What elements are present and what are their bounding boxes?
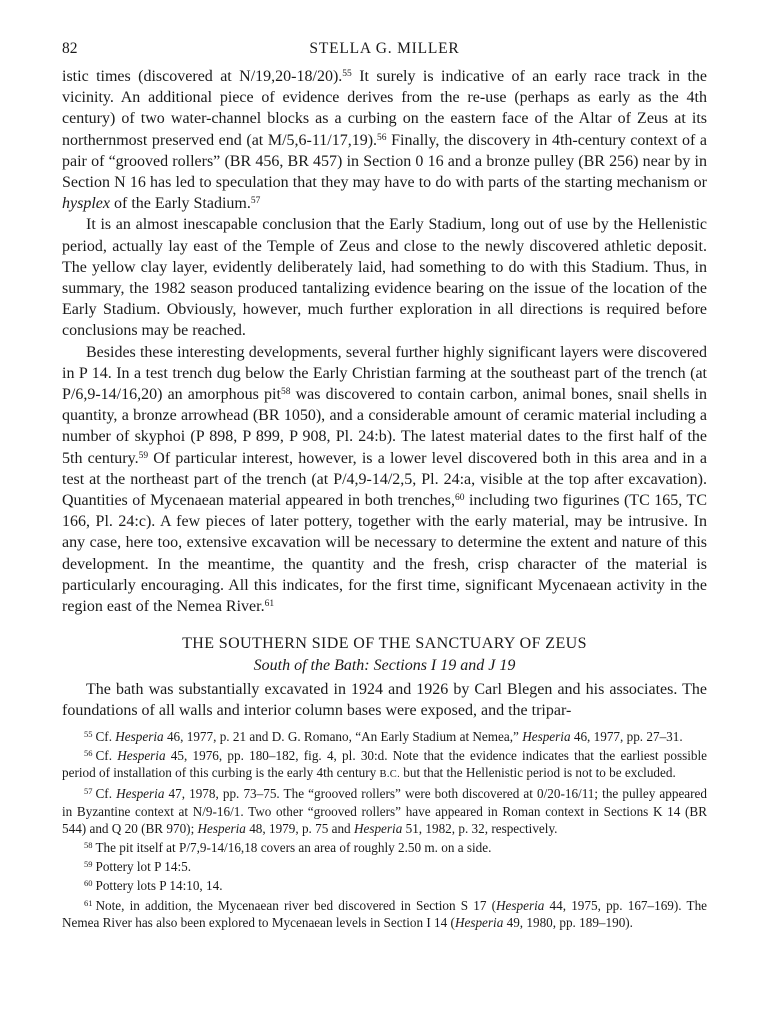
footnote-ref-60[interactable]: 60 <box>454 493 465 504</box>
journal-title: Hesperia <box>454 914 504 930</box>
footnote-ref-57[interactable]: 57 <box>250 196 261 207</box>
text-run: 49, 1980, pp. 189–190). <box>503 914 633 930</box>
text-run: 44, 1975, pp. 167–169). The Nemea River has also been explored to Mycenaean levels in Section I 14 ( <box>62 897 708 930</box>
footnote-58 <box>62 839 707 856</box>
journal-title: Hesperia <box>115 728 164 744</box>
text-run: Cf. <box>95 786 117 802</box>
text-run: istic times (discovered at N/19,20-18/20). <box>62 68 343 85</box>
italic-term: hysplex <box>62 195 110 213</box>
running-head: STELLA G. MILLER <box>309 40 460 57</box>
body-text <box>62 66 707 722</box>
page-number: 82 <box>62 40 78 57</box>
section-subtitle: South of the Bath: Sections I 19 and J 19 <box>253 657 516 675</box>
footnote-number: 55 <box>84 728 93 739</box>
text-run: of the Early Stadium. <box>109 195 251 213</box>
footnote-number: 60 <box>84 878 93 889</box>
text-run: Cf. <box>95 747 118 763</box>
text-run: 46, 1977, p. 21 and D. G. Romano, “An Early Stadium at Nemea,” <box>163 728 523 744</box>
text-run: Cf. <box>95 728 116 744</box>
text-run: 46, 1977, pp. 27–31. <box>570 728 683 744</box>
text-run: but that the Hellenistic period is not to be excluded. <box>400 765 676 781</box>
journal-title: Hesperia <box>116 786 165 802</box>
footnote-61 <box>62 897 707 931</box>
footnote-57 <box>62 785 707 837</box>
footnote-ref-56[interactable]: 56 <box>377 132 387 143</box>
text-run: 48, 1979, p. 75 and <box>245 820 354 836</box>
journal-title: Hesperia <box>117 747 166 763</box>
text-run: 45, 1976, pp. 180–182, fig. 4, pl. 30:d. Note that the evidence indicates that the earliest possible period of installation of this curbing is the early 4th century <box>62 747 708 781</box>
paragraph-1 <box>62 66 707 214</box>
text-run: including two figurines (TC 165, TC 166, Pl. 24:c). A few pieces of later pottery, together with the early material, may be intrusive. In any case, here too, extensive excavation will be necessary to determine the extent and nature of this development. In the meantime, the quantity and the fresh, crisp character of the material is particularly encouraging. All this indicates, for the first time, significant Mycenaean activity in the region east of the Nemea River. <box>62 492 707 616</box>
text-run: It surely is indicative of an early race track in the vicinity. An additional piece of evidence derives from the re-use (perhaps as early as the 4th century) of two water-channel blocks as a curbing on the eastern face of the Altar of Zeus at its northernmost preserved end (at M/5,6-11/17,19). <box>62 68 708 149</box>
footnote-ref-59[interactable]: 59 <box>138 450 149 461</box>
text-run: Pottery lot P 14:5. <box>95 859 191 875</box>
footnote-60 <box>62 877 707 894</box>
footnote-number: 61 <box>84 897 93 908</box>
footnote-number: 57 <box>84 786 93 797</box>
paragraph-3 <box>62 342 707 618</box>
page-header <box>62 40 707 66</box>
footnote-59 <box>62 858 707 875</box>
text-run: Finally, the discovery in 4th-century context of a pair of “grooved rollers” (BR 456, BR 457) in Section 0 16 and a bronze pulley (BR 256) near by in Section N 16 has led to speculation that they may have to do with parts of the starting mechanism or <box>62 131 708 192</box>
footnote-55 <box>62 728 707 745</box>
text-run: 47, 1978, pp. 73–75. The “grooved rollers” were both discovered at 0/20-16/11; the pulley appeared in Byzantine context at N/9-16/1. Two other “grooved rollers” have appeared in Roman context in Sections K 14 (BR 544) and Q 20 (BR 970); <box>62 786 707 836</box>
text-run: The pit itself at P/7,9-14/16,18 covers an area of roughly 2.50 m. on a side. <box>95 839 492 855</box>
footnote-number: 59 <box>84 859 93 870</box>
footnotes <box>62 728 707 931</box>
footnote-ref-61[interactable]: 61 <box>264 599 275 610</box>
journal-title: Hesperia <box>197 820 246 836</box>
footnote-56 <box>62 747 707 783</box>
text-run: Besides these interesting developments, several further highly significant layers were discovered in P 14. In a test trench dug below the Early Christian farming at the southeast part of the trench (at P/6,9-14/16,20) an amorphous pit <box>62 343 707 404</box>
footnote-number: 56 <box>84 747 93 758</box>
footnote-ref-58[interactable]: 58 <box>280 387 291 398</box>
text-run: Note, in addition, the Mycenaean river bed discovered in Section S 17 ( <box>95 897 497 913</box>
footnote-number: 58 <box>84 839 93 850</box>
text-run: 51, 1982, p. 32, respectively. <box>402 820 558 836</box>
footnote-ref-55[interactable]: 55 <box>342 69 352 79</box>
paragraph-4: The bath was substantially excavated in 1924 and 1926 by Carl Blegen and his associates. The foundations of all walls and interior column bases were exposed, and the tripar- <box>62 681 707 720</box>
page <box>62 40 707 933</box>
section-title: THE SOUTHERN SIDE OF THE SANCTUARY OF ZEUS <box>182 635 587 653</box>
journal-title: Hesperia <box>353 820 403 836</box>
era-abbrev: B.C. <box>379 769 400 781</box>
text-run: Pottery lots P 14:10, 14. <box>95 878 223 894</box>
paragraph-2: It is an almost inescapable conclusion that the Early Stadium, long out of use by the Hellenistic period, actually lay east of the Temple of Zeus and close to the newly discovered athletic deposit. The yellow clay layer, evidently deliberately laid, had something to do with this Stadium. Thus, in summary, the 1982 season produced tantalizing evidence bearing on the issue of the location of the Early Stadium. Obviously, however, much further exploration in all directions is required before conclusions may be reached. <box>62 216 707 340</box>
journal-title: Hesperia <box>496 897 545 913</box>
journal-title: Hesperia <box>522 728 571 744</box>
text-run: was discovered to contain carbon, animal bones, snail shells in quantity, a bronze arrowhead (BR 1050), and a considerable amount of ceramic material including a number of skyphoi (P 898, P 899, P 908, Pl. 24:b). The latest material dates to the first half of the 5th century. <box>62 386 707 467</box>
text-run: Of particular interest, however, is a lower level discovered both in this area and in a test at the northeast part of the trench (at P/4,9-14/2,5, Pl. 24:a, visible at the top after excavation). Quantities of Mycenaean material appeared in both trenches, <box>62 449 707 510</box>
